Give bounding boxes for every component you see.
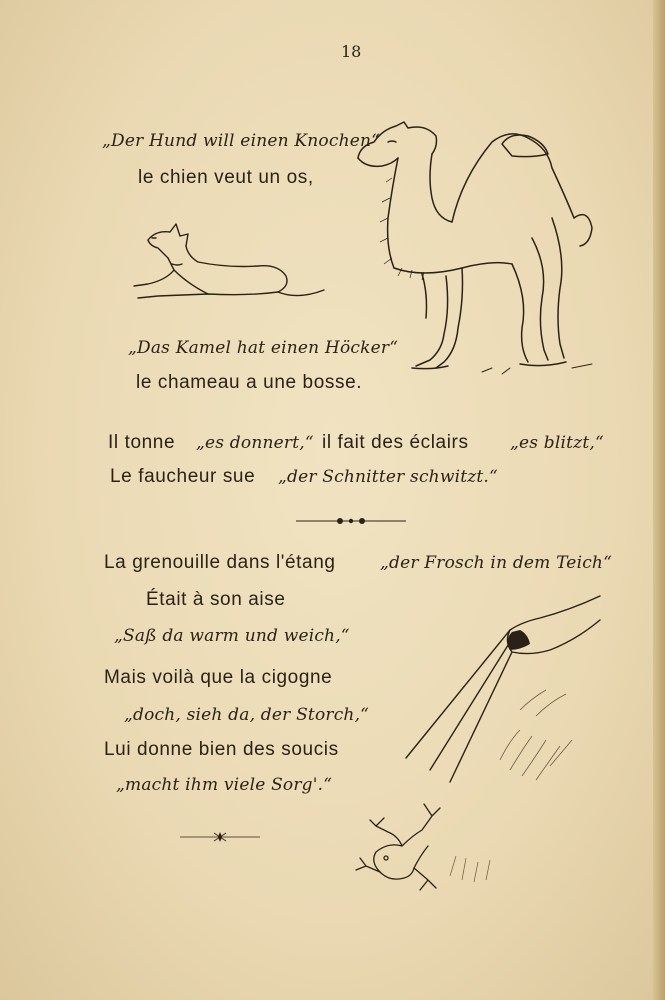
line-dog-french: le chien veut un os, (138, 167, 314, 188)
line-camel-german: „Das Kamel hat einen Höcker“ (128, 338, 399, 358)
line-mower-de: „der Schnitter schwitzt.“ (278, 467, 498, 487)
ornament-divider-small (180, 830, 260, 844)
ornament-divider (296, 514, 406, 528)
line-frog-de: „der Frosch in dem Teich“ (380, 553, 612, 573)
line-worries-de: „macht ihm viele Sorg'.“ (116, 775, 333, 795)
line-thunder-de: „es donnert,“ (196, 433, 314, 453)
line-camel-french: le chameau a une bosse. (136, 372, 363, 393)
line-mower-fr: Le faucheur sue (110, 466, 256, 487)
line-stork-fr: Mais voilà que la cigogne (104, 667, 333, 688)
line-thunder-fr: Il tonne (108, 432, 176, 453)
line-frog-fr: La grenouille dans l'étang (104, 552, 336, 573)
line-ease-de: „Saß da warm und weich,“ (114, 626, 350, 646)
line-lightning-fr: il fait des éclairs (322, 432, 469, 453)
camel-illustration (352, 118, 602, 378)
line-lightning-de: „es blitzt,“ (510, 433, 604, 453)
stork-head-illustration (400, 590, 605, 790)
line-stork-de: „doch, sieh da, der Storch,“ (124, 705, 370, 725)
dog-illustration (128, 220, 328, 310)
line-dog-german: „Der Hund will einen Knochen“ (102, 131, 381, 151)
page-edge (653, 0, 665, 1000)
frog-illustration (340, 796, 540, 896)
line-worries-fr: Lui donne bien des soucis (104, 739, 339, 760)
page-number: 18 (341, 42, 362, 61)
line-ease-fr: Était à son aise (146, 589, 286, 610)
